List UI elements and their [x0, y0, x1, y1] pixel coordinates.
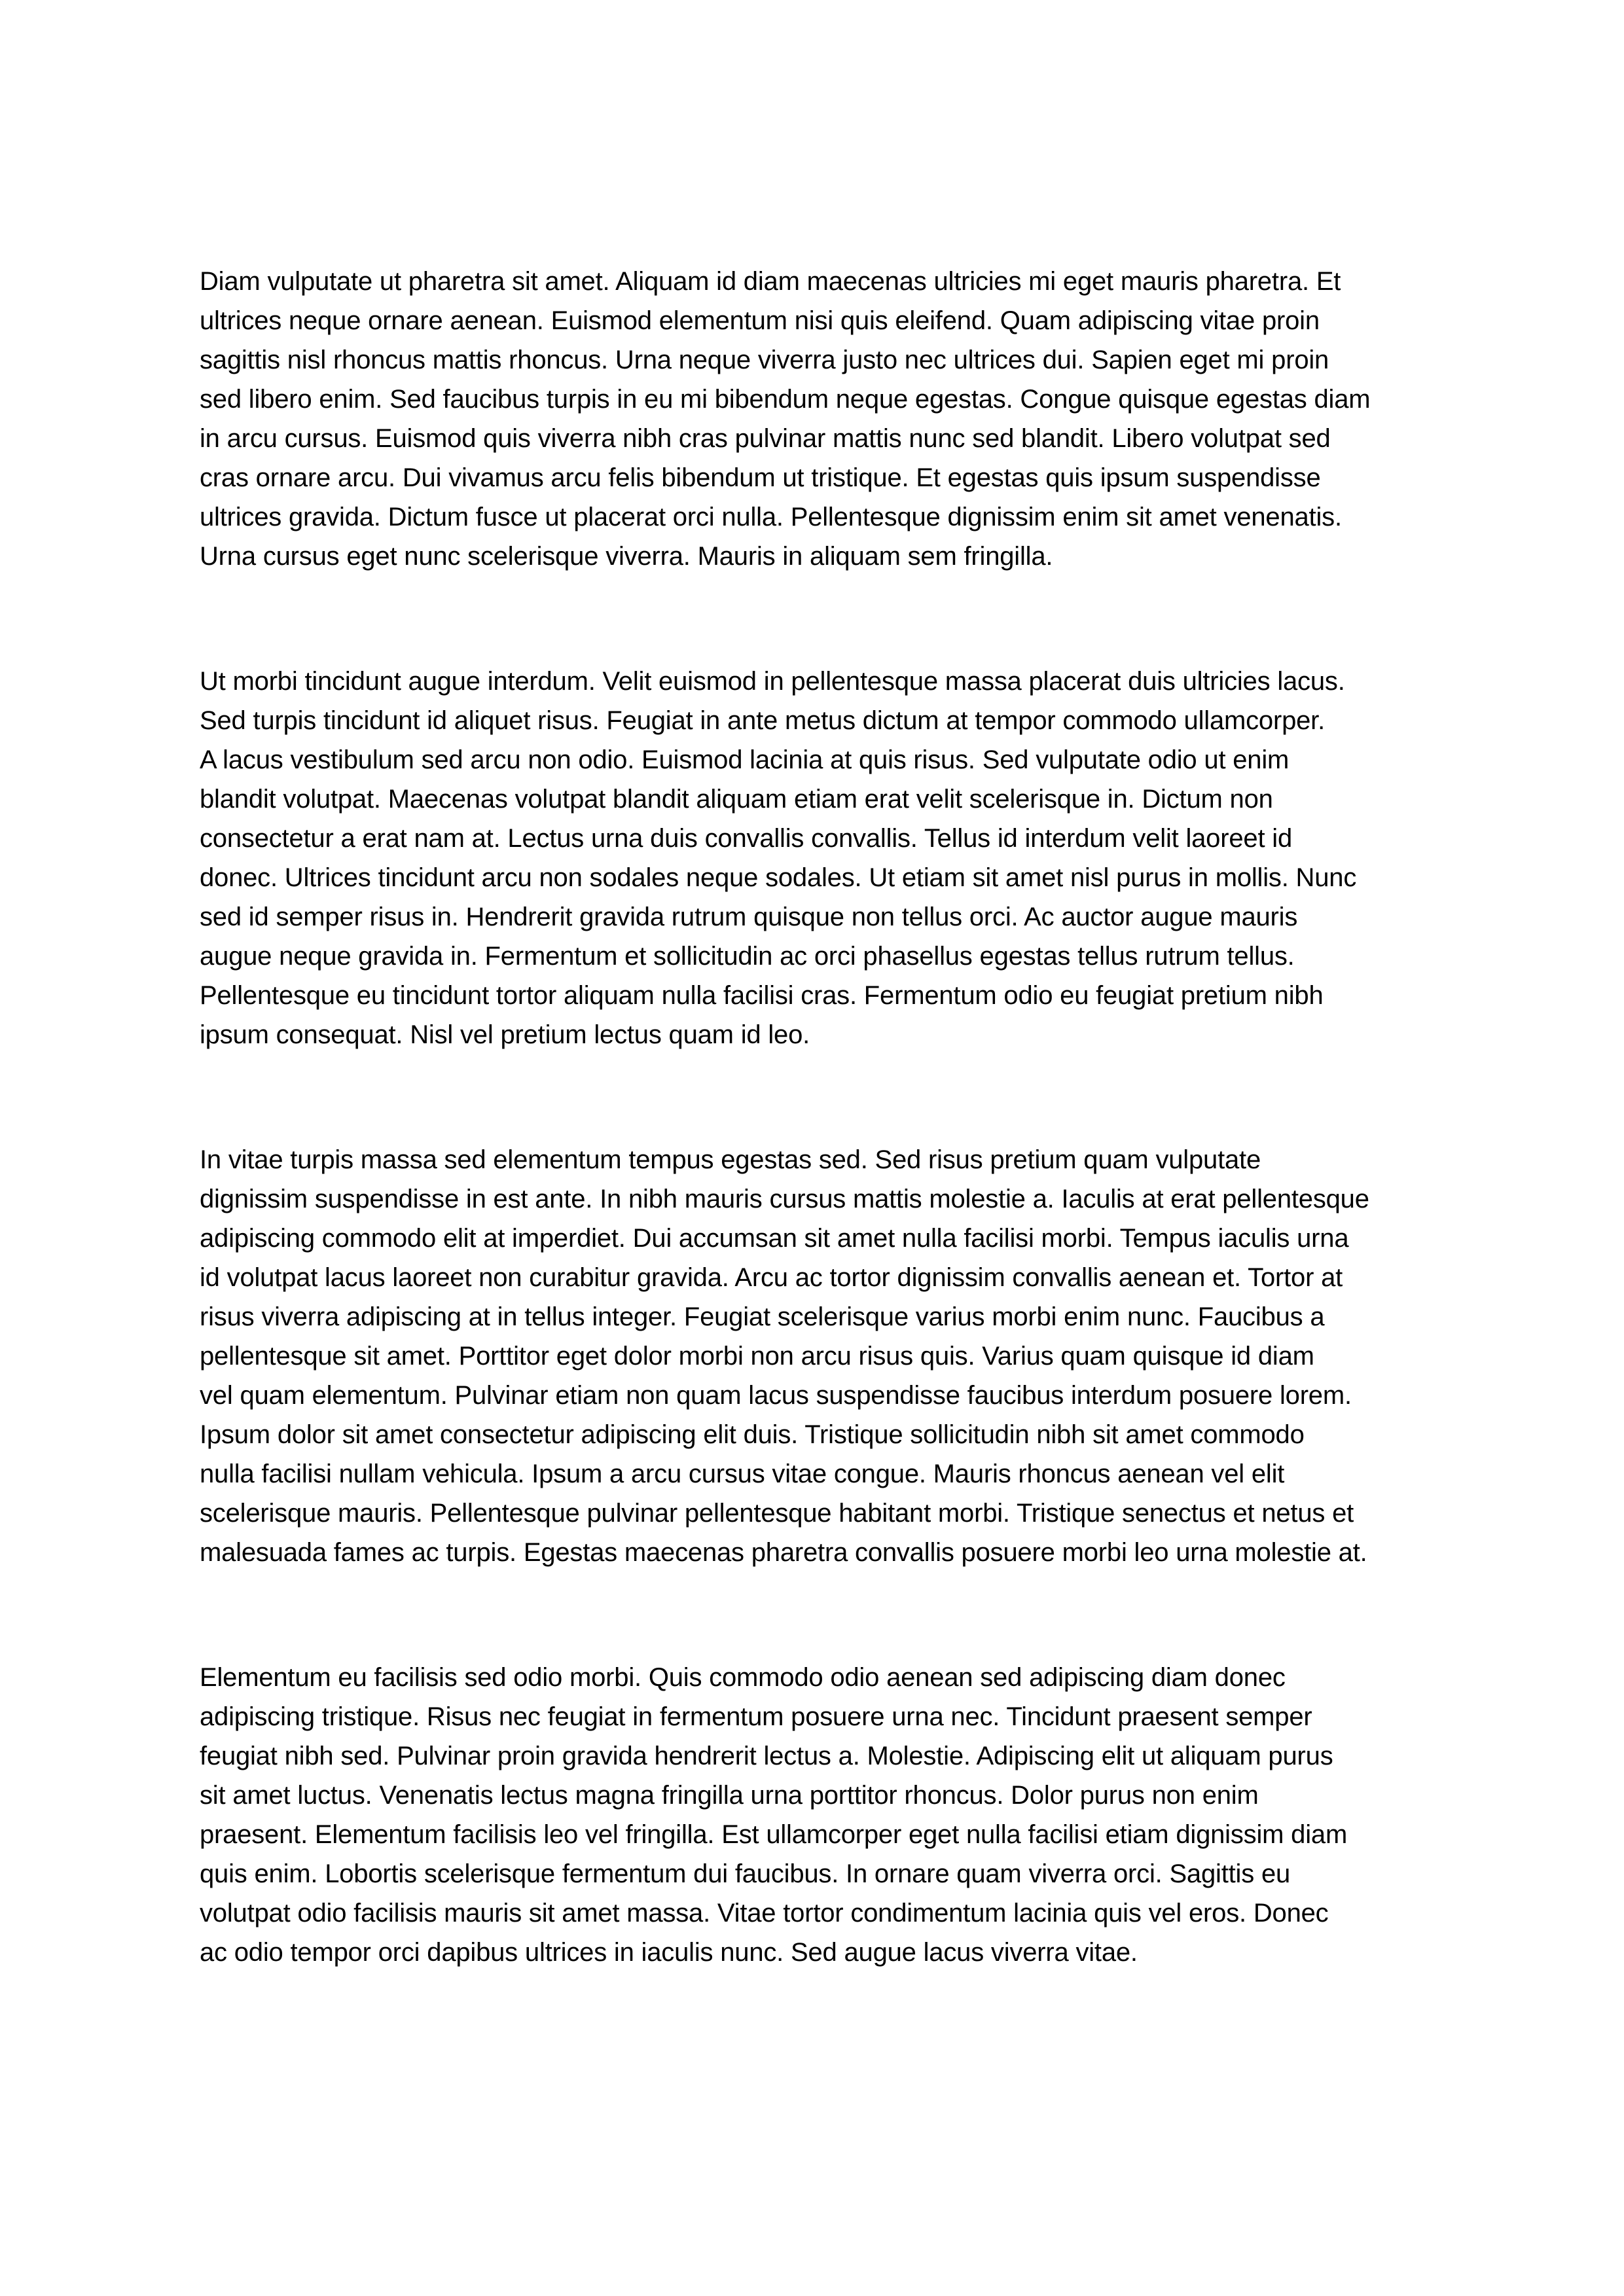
text-line: ipsum consequat. Nisl vel pretium lectus quam id leo.	[200, 1020, 810, 1049]
text-line: praesent. Elementum facilisis leo vel fringilla. Est ullamcorper eget nulla facilisi etiam dignissim diam	[200, 1820, 1348, 1849]
text-line: Elementum eu facilisis sed odio morbi. Quis commodo odio aenean sed adipiscing diam donec	[200, 1663, 1286, 1692]
text-line: sagittis nisl rhoncus mattis rhoncus. Urna neque viverra justo nec ultrices dui. Sapien eget mi proin	[200, 346, 1329, 374]
paragraph	[200, 1140, 1430, 1572]
text-line: quis enim. Lobortis scelerisque fermentum dui faucibus. In ornare quam viverra orci. Sagittis eu	[200, 1859, 1291, 1888]
text-line: sed id semper risus in. Hendrerit gravida rutrum quisque non tellus orci. Ac auctor augue mauris	[200, 903, 1298, 931]
text-line: dignissim suspendisse in est ante. In nibh mauris cursus mattis molestie a. Iaculis at erat pellentesque	[200, 1185, 1369, 1213]
text-line: Urna cursus eget nunc scelerisque viverra. Mauris in aliquam sem fringilla.	[200, 542, 1053, 571]
text-line: Pellentesque eu tincidunt tortor aliquam nulla facilisi cras. Fermentum odio eu feugiat pretium nibh	[200, 981, 1324, 1010]
text-line: donec. Ultrices tincidunt arcu non sodales neque sodales. Ut etiam sit amet nisl purus in mollis. Nunc	[200, 863, 1357, 892]
text-line: risus viverra adipiscing at in tellus integer. Feugiat scelerisque varius morbi enim nunc. Faucibus a	[200, 1302, 1325, 1331]
text-line: scelerisque mauris. Pellentesque pulvinar pellentesque habitant morbi. Tristique senectus et netus et	[200, 1499, 1354, 1528]
text-line: in arcu cursus. Euismod quis viverra nibh cras pulvinar mattis nunc sed blandit. Libero volutpat sed	[200, 424, 1331, 453]
text-line: Diam vulputate ut pharetra sit amet. Aliquam id diam maecenas ultricies mi eget mauris pharetra. Et	[200, 267, 1341, 296]
text-line: nulla facilisi nullam vehicula. Ipsum a arcu cursus vitae congue. Mauris rhoncus aenean vel elit	[200, 1460, 1285, 1488]
text-line: cras ornare arcu. Dui vivamus arcu felis bibendum ut tristique. Et egestas quis ipsum suspendisse	[200, 463, 1321, 492]
text-line: sit amet luctus. Venenatis lectus magna fringilla urna porttitor rhoncus. Dolor purus non enim	[200, 1781, 1259, 1810]
text-line: Ipsum dolor sit amet consectetur adipiscing elit duis. Tristique sollicitudin nibh sit amet commodo	[200, 1420, 1305, 1449]
text-line: sed libero enim. Sed faucibus turpis in eu mi bibendum neque egestas. Congue quisque egestas diam	[200, 385, 1371, 414]
text-line: In vitae turpis massa sed elementum tempus egestas sed. Sed risus pretium quam vulputate	[200, 1145, 1261, 1174]
text-line: adipiscing tristique. Risus nec feugiat in fermentum posuere urna nec. Tincidunt praesent semper	[200, 1702, 1312, 1731]
text-line: ac odio tempor orci dapibus ultrices in iaculis nunc. Sed augue lacus viverra vitae.	[200, 1938, 1138, 1967]
text-line: malesuada fames ac turpis. Egestas maecenas pharetra convallis posuere morbi leo urna molestie at.	[200, 1538, 1367, 1567]
text-line: vel quam elementum. Pulvinar etiam non quam lacus suspendisse faucibus interdum posuere lorem.	[200, 1381, 1352, 1410]
text-line: volutpat odio facilisis mauris sit amet massa. Vitae tortor condimentum lacinia quis vel eros. Donec	[200, 1899, 1329, 1928]
paragraph	[200, 662, 1430, 1054]
paragraph	[200, 1658, 1430, 1972]
text-line: ultrices gravida. Dictum fusce ut placerat orci nulla. Pellentesque dignissim enim sit amet venenatis.	[200, 503, 1342, 531]
text-line: consectetur a erat nam at. Lectus urna duis convallis convallis. Tellus id interdum velit laoreet id	[200, 824, 1293, 853]
text-block	[200, 262, 1430, 1972]
text-line: pellentesque sit amet. Porttitor eget dolor morbi non arcu risus quis. Varius quam quisque id diam	[200, 1342, 1314, 1371]
text-line: id volutpat lacus laoreet non curabitur gravida. Arcu ac tortor dignissim convallis aenean et. Tortor at	[200, 1263, 1343, 1292]
text-line: adipiscing commodo elit at imperdiet. Dui accumsan sit amet nulla facilisi morbi. Tempus iaculis urna	[200, 1224, 1349, 1253]
text-line: A lacus vestibulum sed arcu non odio. Euismod lacinia at quis risus. Sed vulputate odio ut enim	[200, 745, 1290, 774]
text-line: Ut morbi tincidunt augue interdum. Velit euismod in pellentesque massa placerat duis ultricies lacus.	[200, 667, 1345, 696]
paragraph	[200, 262, 1430, 576]
text-line: augue neque gravida in. Fermentum et sollicitudin ac orci phasellus egestas tellus rutrum tellus.	[200, 942, 1295, 971]
text-line: Sed turpis tincidunt id aliquet risus. Feugiat in ante metus dictum at tempor commodo ullamcorper.	[200, 706, 1326, 735]
text-line: ultrices neque ornare aenean. Euismod elementum nisi quis eleifend. Quam adipiscing vitae proin	[200, 306, 1320, 335]
text-line: blandit volutpat. Maecenas volutpat blandit aliquam etiam erat velit scelerisque in. Dictum non	[200, 785, 1273, 814]
text-line: feugiat nibh sed. Pulvinar proin gravida hendrerit lectus a. Molestie. Adipiscing elit ut aliquam purus	[200, 1742, 1333, 1770]
